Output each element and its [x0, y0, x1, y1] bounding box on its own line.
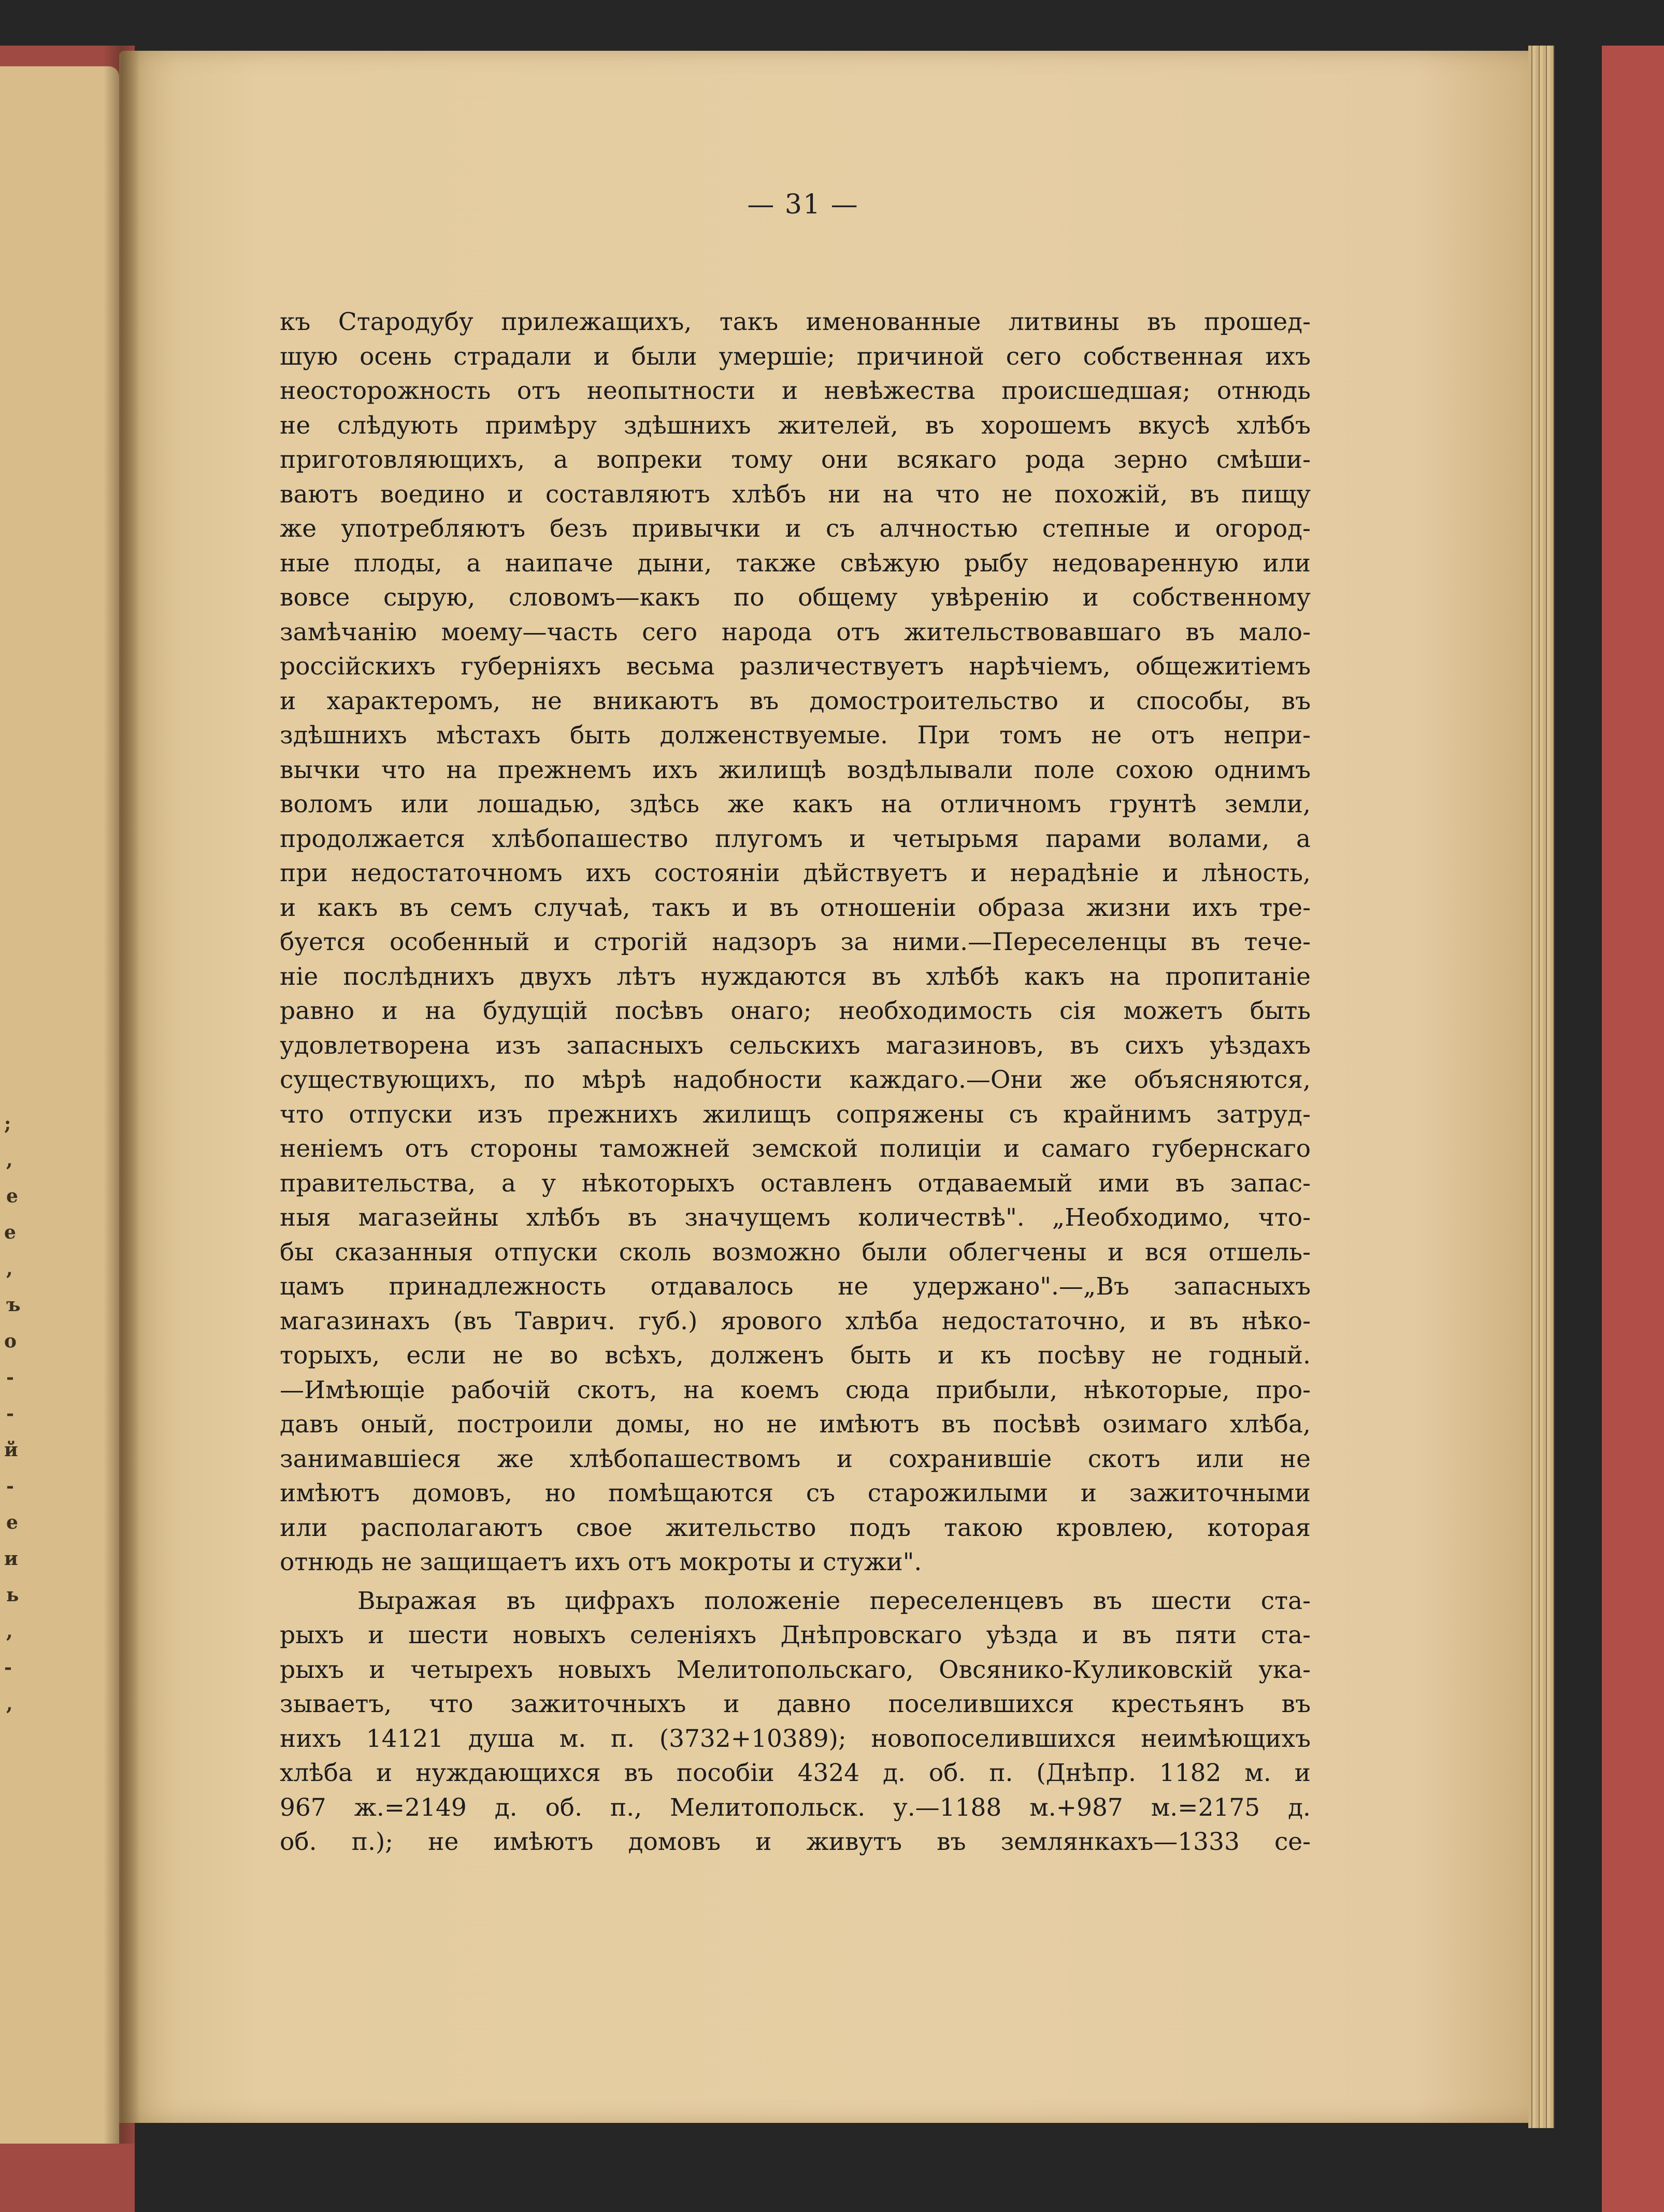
text-line: правительства, а у нѣкоторыхъ оставленъ отдаваемый ими въ запас-	[280, 1169, 1311, 1198]
text-line: и характеромъ, не вникаютъ въ домостроительство и способы, въ	[280, 687, 1311, 715]
text-line: приготовляющихъ, а вопреки тому они всякаго рода зерно смѣши-	[280, 446, 1311, 474]
text-line: отнюдь не защищаетъ ихъ отъ мокроты и стужи".	[280, 1548, 922, 1576]
text-line: шую осень страдали и были умершіе; причиной сего собственная ихъ	[280, 342, 1311, 371]
text-line: воломъ или лошадью, здѣсь же какъ на отличномъ грунтѣ земли,	[280, 790, 1311, 818]
spine-shadow	[104, 46, 140, 2144]
text-line: об. п.); не имѣютъ домовъ и живутъ въ землянкахъ—1333 се-	[280, 1828, 1311, 1856]
left-page-edge-char: -	[4, 1657, 12, 1678]
page-number: — 31 —	[747, 189, 859, 220]
left-page-edge-char: и	[4, 1548, 18, 1570]
text-line: ваютъ воедино и составляютъ хлѣбъ ни на что не похожій, въ пищу	[280, 480, 1311, 509]
text-line: не слѣдують примѣру здѣшнихъ жителей, въ хорошемъ вкусѣ хлѣбъ	[280, 411, 1311, 440]
text-line: ные плоды, а наипаче дыни, также свѣжую рыбу недоваренную или	[280, 549, 1311, 578]
left-page-edge-char: е	[4, 1222, 16, 1243]
text-line: цамъ принадлежность отдавалось не удержано".—„Въ запасныхъ	[280, 1272, 1311, 1301]
text-line: же употребляютъ безъ привычки и съ алчностью степные и огород-	[280, 514, 1311, 543]
text-line: зываетъ, что зажиточныхъ и давно поселившихся крестьянъ въ	[280, 1690, 1311, 1718]
text-line: здѣшнихъ мѣстахъ быть долженствуемые. При томъ не отъ непри-	[280, 721, 1311, 750]
text-line: вычки что на прежнемъ ихъ жилищѣ воздѣлывали поле сохою однимъ	[280, 756, 1311, 784]
text-line: нихъ 14121 душа м. п. (3732+10389); новопоселившихся неимѣющихъ	[280, 1725, 1311, 1753]
left-page-edge	[0, 66, 119, 2144]
text-line: бы сказанныя отпуски сколь возможно были облегчены и вся отшель-	[280, 1238, 1311, 1267]
text-line: вовсе сырую, словомъ—какъ по общему увѣренію и собственному	[280, 583, 1311, 612]
left-page-edge-char: ,	[6, 1258, 13, 1280]
text-line: продолжается хлѣбопашество плугомъ и четырьмя парами волами, а	[280, 825, 1311, 853]
left-page-edge-char: о	[4, 1330, 17, 1352]
text-line: неніемъ отъ стороны таможней земской полиціи и самаго губернскаго	[280, 1134, 1311, 1163]
text-line: ныя магазейны хлѣбъ въ значущемъ количествѣ". „Необходимо, что-	[280, 1203, 1311, 1232]
left-page-edge-char: ;	[4, 1113, 11, 1134]
book-cover-right	[1602, 46, 1664, 2212]
left-page-edge-char: е	[6, 1185, 18, 1207]
text-line: рыхъ и шести новыхъ селеніяхъ Днѣпровскаго уѣзда и въ пяти ста-	[280, 1621, 1311, 1649]
left-page-edge-char: -	[6, 1475, 14, 1497]
left-page-edge-char: е	[6, 1512, 18, 1533]
left-page-edge-char: ,	[6, 1149, 13, 1171]
text-line: магазинахъ (въ Таврич. губ.) ярового хлѣба недостаточно, и въ нѣко-	[280, 1307, 1311, 1335]
left-page-edge-char: -	[6, 1403, 14, 1425]
left-page-edge-char: -	[6, 1367, 14, 1388]
text-line: рыхъ и четырехъ новыхъ Мелитопольскаго, Овсянико-Куликовскій ука-	[280, 1656, 1311, 1684]
text-line: россійскихъ губерніяхъ весьма различествуетъ нарѣчіемъ, общежитіемъ	[280, 652, 1311, 681]
left-page-edge-char: ,	[6, 1620, 13, 1642]
page-stack-edge	[1528, 46, 1554, 2128]
text-line: что отпуски изъ прежнихъ жилищъ сопряжены съ крайнимъ затруд-	[280, 1100, 1311, 1129]
text-line: имѣютъ домовъ, но помѣщаются съ старожилыми и зажиточными	[280, 1479, 1311, 1507]
text-line: занимавшіеся же хлѣбопашествомъ и сохранившіе скотъ или не	[280, 1445, 1311, 1473]
left-page-edge-char: й	[4, 1439, 18, 1461]
text-line: къ Стародубу прилежащихъ, такъ именованные литвины въ прошед-	[280, 308, 1311, 336]
text-line: неосторожность отъ неопытности и невѣжества происшедшая; отнюдь	[280, 377, 1311, 405]
text-line: ніе послѣднихъ двухъ лѣтъ нуждаются въ хлѣбѣ какъ на пропитаніе	[280, 963, 1311, 991]
text-line: при недостаточномъ ихъ состояніи дѣйствуетъ и нерадѣніе и лѣность,	[280, 859, 1311, 887]
text-line: замѣчанію моему—часть сего народа отъ жительствовавшаго въ мало-	[280, 618, 1311, 647]
text-line: удовлетворена изъ запасныхъ сельскихъ магазиновъ, въ сихъ уѣздахъ	[280, 1031, 1311, 1060]
text-line: и какъ въ семъ случаѣ, такъ и въ отношеніи образа жизни ихъ тре-	[280, 894, 1311, 922]
text-line: существующихъ, по мѣрѣ надобности каждаго.—Они же объясняются,	[280, 1066, 1311, 1094]
text-line: буется особенный и строгій надзоръ за ними.—Переселенцы въ тече-	[280, 928, 1311, 956]
text-line: 967 ж.=2149 д. об. п., Мелитопольск. у.—1188 м.+987 м.=2175 д.	[280, 1793, 1311, 1822]
text-line: хлѣба и нуждающихся въ пособіи 4324 д. об. п. (Днѣпр. 1182 м. и	[280, 1759, 1311, 1787]
text-line: —Имѣющіе рабочій скотъ, на коемъ сюда прибыли, нѣкоторые, про-	[280, 1376, 1311, 1404]
left-page-edge-char: ъ	[6, 1294, 21, 1316]
left-page-edge-char: ,	[6, 1693, 13, 1715]
text-line: Выражая въ цифрахъ положеніе переселенцевъ въ шести ста-	[357, 1587, 1311, 1615]
text-line: или располагаютъ свое жительство подъ такою кровлею, которая	[280, 1514, 1311, 1542]
text-line: давъ оный, построили домы, но не имѣютъ въ посѣвѣ озимаго хлѣба,	[280, 1410, 1311, 1439]
text-line: равно и на будущій посѣвъ онаго; необходимость сія можетъ быть	[280, 997, 1311, 1025]
left-page-edge-char: ь	[6, 1584, 19, 1606]
text-line: торыхъ, если не во всѣхъ, долженъ быть и къ посѣву не годный.	[280, 1341, 1311, 1370]
